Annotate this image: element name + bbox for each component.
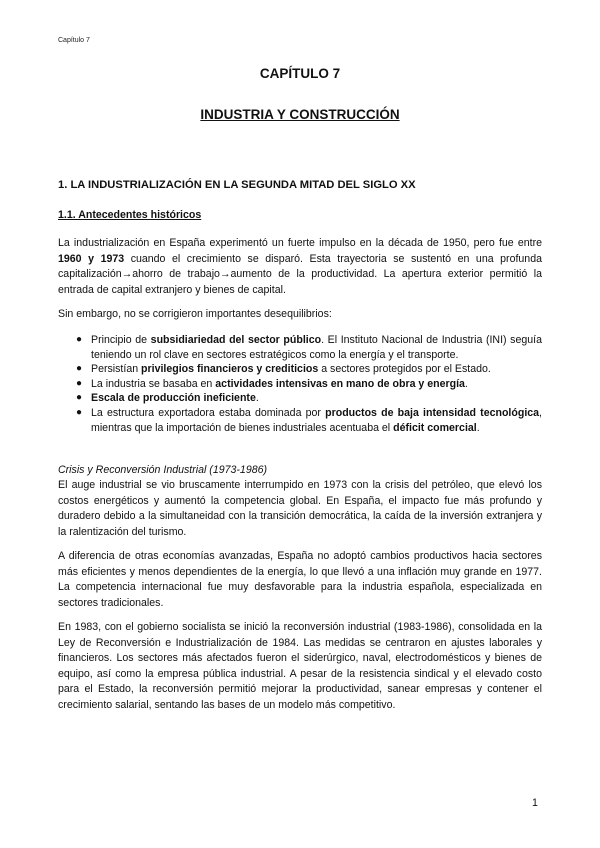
chapter-title: INDUSTRIA Y CONSTRUCCIÓN [200, 107, 400, 122]
list-item: ● Principio de subsidiariedad del sector público. El Instituto Nacional de Industria (INI) seguía teniendo un rol clave en sectores estratégicos como la energía y el transporte. [76, 334, 542, 361]
list-item: ● Persistían privilegios financieros y crediticios a sectores protegidos por el Estado. [76, 363, 491, 376]
bullet-icon: ● [76, 334, 83, 345]
intro-paragraph [58, 236, 542, 298]
page-number: 1 [532, 797, 538, 809]
section-title: 1. LA INDUSTRIALIZACIÓN EN LA SEGUNDA MITAD DEL SIGLO XX [58, 179, 416, 191]
intro-text-c: cuando el crecimiento se disparó. Esta trayectoria se sustentó en una profunda capitalización→ahorro de trabajo→aumento de la productividad. La apertura exterior permitió la entrada de capital extranjero y bienes de capital. [58, 252, 542, 296]
crisis-paragraph-1: El auge industrial se vio bruscamente interrumpido en 1973 con la crisis del petróleo, que elevó los costos energéticos y aumentó la competencia global. En España, el impacto fue más profundo y duradero debido a la simultaneidad con la transición democrática, la caída de la inversión extranjera y la ralentización del turismo. [58, 479, 542, 538]
bullet-icon: ● [76, 377, 83, 389]
imbalances-list [58, 333, 542, 435]
crisis-paragraph-3: En 1983, con el gobierno socialista se inició la reconversión industrial (1983-1986), consolidada en la Ley de Reconversión e Industrialización de 1984. Las medidas se centraron en ajustes laborales y financieros. Los sectores más afectados fueron el siderúrgico, naval, electrodomésticos y bienes de equipo, así como la empresa pública industrial. A pesar de la resistencia sindical y el elevado costo para el Estado, la reconversión permitió mejorar la productividad, sanear empresas y contener el crecimiento salarial, sentando las bases de un modelo más competitivo. [58, 621, 542, 711]
intro-text-a: La industrialización en España experimentó un fuerte impulso en la década de 1950, pero fue entre [58, 237, 542, 249]
bullet-icon: ● [76, 406, 83, 418]
list-item: ● La estructura exportadora estaba dominada por productos de baja intensidad tecnológica, mientras que la importación de bienes industriales acentuaba el déficit comercial. [76, 406, 542, 434]
bullet-icon: ● [76, 363, 83, 375]
running-head: Capítulo 7 [58, 37, 90, 44]
intro-text-bold: 1960 y 1973 [58, 252, 125, 265]
crisis-paragraph-2: A diferencia de otras economías avanzadas, España no adoptó cambios productivos hacia sectores más eficientes y menos dependientes de la energía, lo que llevó a una inflación muy grande en 1977. La competencia internacional fue muy desfavorable para la industria española, especializada en sectores tradicionales. [58, 550, 542, 609]
list-item: ● Escala de producción ineficiente. [76, 392, 259, 405]
subsection-title: 1.1. Antecedentes históricos [58, 209, 202, 221]
crisis-heading: Crisis y Reconversión Industrial (1973-1986) [58, 464, 268, 476]
chapter-number: CAPÍTULO 7 [259, 66, 341, 81]
bullet-icon: ● [76, 392, 83, 404]
list-item: ● La industria se basaba en actividades intensivas en mano de obra y energía. [76, 377, 468, 390]
intro-lead-paragraph: Sin embargo, no se corrigieron importantes desequilibrios: [58, 308, 332, 320]
